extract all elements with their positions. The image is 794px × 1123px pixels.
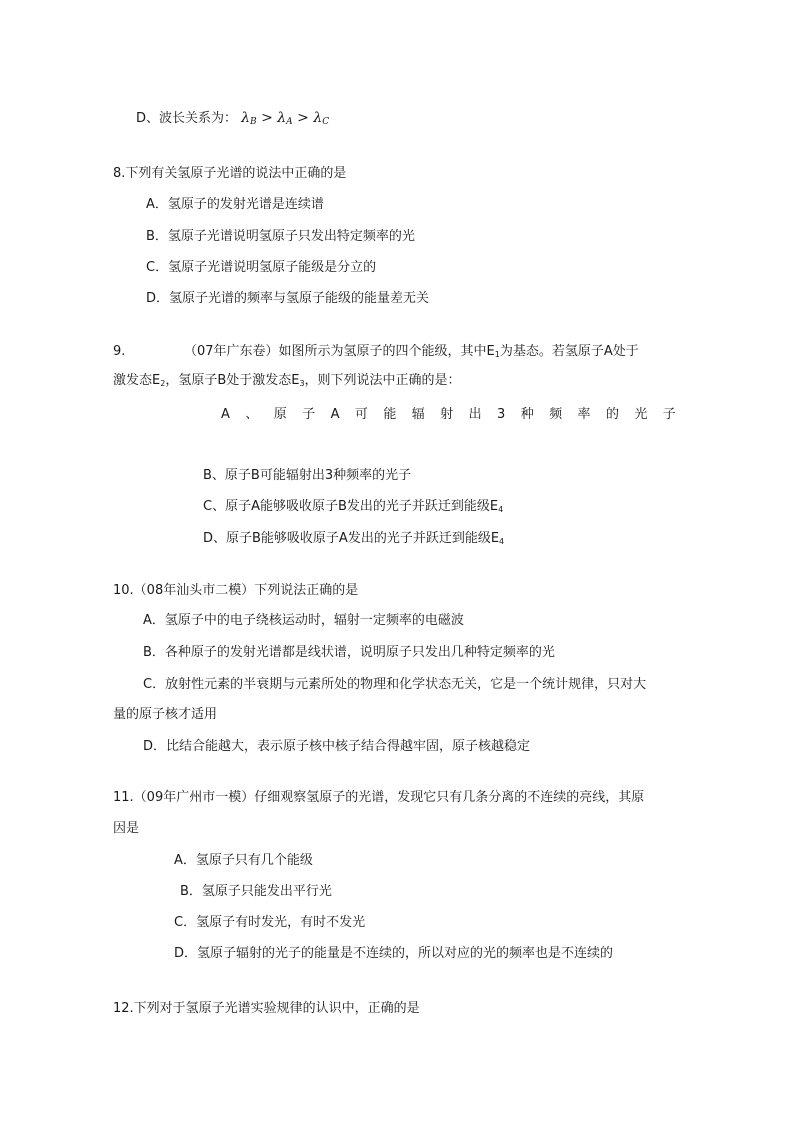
prev-option-d-label: D、波长关系为： bbox=[136, 111, 238, 126]
q12-stem: 12.下列对于氢原子光谱实验规律的认识中，正确的是 bbox=[113, 1001, 420, 1016]
q9-stem-line2: 激发态$E_2$，氢原子B处于激发态$E_3$，则下列说法中正确的是： bbox=[113, 373, 461, 388]
q8-option-a: A．氢原子的发射光谱是连续谱 bbox=[146, 197, 324, 212]
q9-number: 9. bbox=[113, 344, 126, 359]
q9-option-c: C、原子A能够吸收原子B发出的光子并跃迁到能级$E_4$ bbox=[203, 499, 504, 514]
q11-option-a: A．氢原子只有几个能级 bbox=[174, 853, 313, 868]
q11-option-c: C．氢原子有时发光，有时不发光 bbox=[174, 915, 366, 930]
q11-option-d: D．氢原子辐射的光子的能量是不连续的，所以对应的光的频率也是不连续的 bbox=[174, 946, 614, 961]
q8-stem: 8.下列有关氢原子光谱的说法中正确的是 bbox=[113, 166, 347, 181]
q10-option-c-line1: C．放射性元素的半衰期与元素所处的物理和化学状态无关，它是一个统计规律，只对大 bbox=[143, 677, 647, 692]
q8-option-d: D．氢原子光谱的频率与氢原子能级的能量差无关 bbox=[146, 291, 430, 306]
q11-stem-line2: 因是 bbox=[113, 821, 140, 836]
q8-option-b: B．氢原子光谱说明氢原子只发出特定频率的光 bbox=[146, 229, 415, 244]
q9-stem-line1: （07年广东卷）如图所示为氢原子的四个能级，其中$E_1$为基态。若氢原子A处于 bbox=[184, 344, 639, 359]
q8-option-c: C．氢原子光谱说明氢原子能级是分立的 bbox=[146, 260, 377, 275]
q11-stem-line1: 11.（09年广州市一模）仔细观察氢原子的光谱，发现它只有几条分离的不连续的亮线，其原 bbox=[113, 790, 645, 805]
prev-option-d bbox=[136, 109, 329, 131]
q9-option-b: B、原子B可能辐射出3种频率的光子 bbox=[203, 468, 412, 483]
q10-stem: 10.（08年汕头市二模）下列说法正确的是 bbox=[113, 583, 359, 598]
q9-option-a: A 、 原 子 A 可 能 辐 射 出 3 种 频 率 的 光 子 bbox=[221, 407, 676, 422]
q9-option-d: D、原子B能够吸收原子A发出的光子并跃迁到能级$E_4$ bbox=[203, 531, 505, 546]
q10-option-b: B．各种原子的发射光谱都是线状谱，说明原子只发出几种特定频率的光 bbox=[143, 645, 555, 660]
q11-option-b: B．氢原子只能发出平行光 bbox=[180, 884, 332, 899]
q10-option-d: D．比结合能越大，表示原子核中核子结合得越牢固，原子核越稳定 bbox=[143, 739, 531, 754]
q10-option-c-line2: 量的原子核才适用 bbox=[113, 707, 218, 722]
q10-option-a: A．氢原子中的电子绕核运动时，辐射一定频率的电磁波 bbox=[143, 613, 464, 628]
wavelength-relation: $\lambda_B > \lambda_A > \lambda_C$ bbox=[241, 110, 330, 127]
